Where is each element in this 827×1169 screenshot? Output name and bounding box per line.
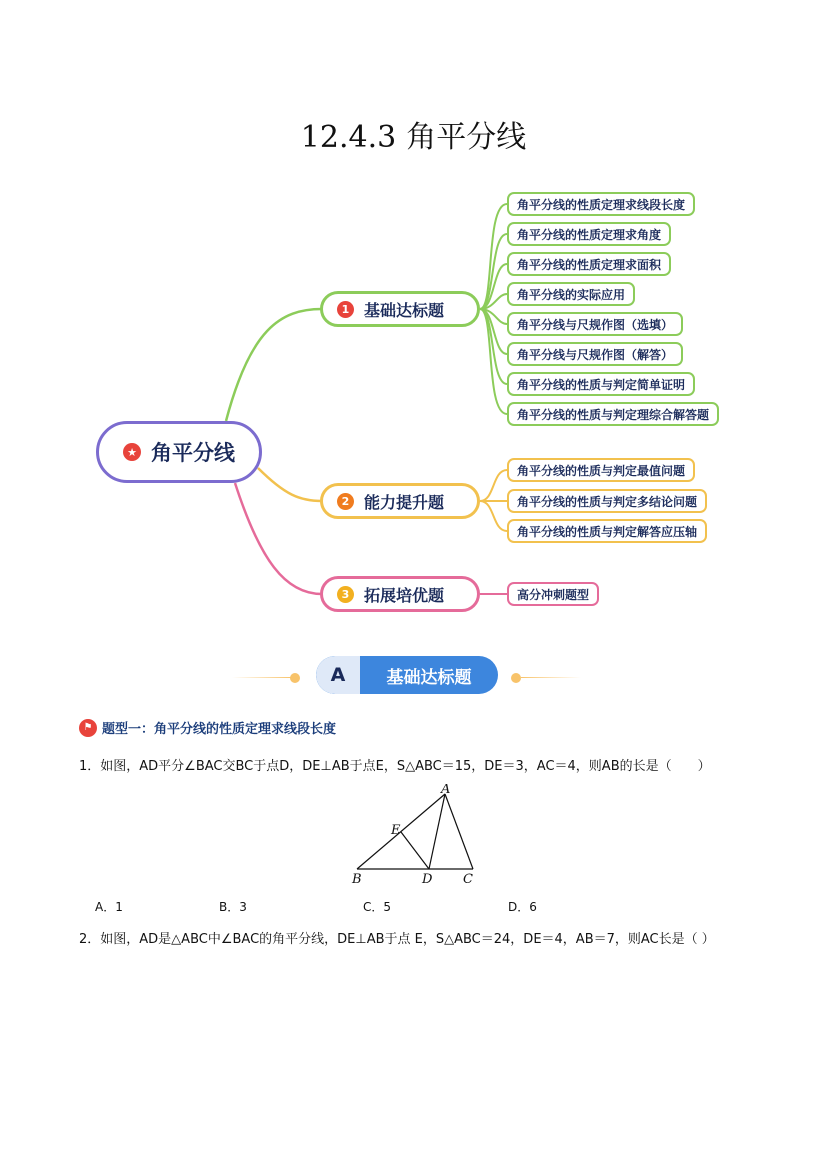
label-b: B bbox=[352, 872, 362, 887]
label-d: D bbox=[422, 872, 433, 887]
option-c[interactable]: C．5 bbox=[363, 900, 392, 914]
question-type-heading bbox=[79, 718, 336, 737]
mindmap-connectors bbox=[0, 180, 827, 620]
decor-dot-left bbox=[290, 673, 300, 683]
decor-line-left bbox=[232, 677, 292, 678]
connector-root-b1 bbox=[226, 309, 322, 421]
mindmap-root bbox=[96, 421, 262, 483]
leaf-topic: 角平分线的性质定理求面积 bbox=[507, 252, 671, 276]
question-type-label: 题型一：角平分线的性质定理求线段长度 bbox=[102, 722, 337, 737]
branch-number-1: 1 bbox=[337, 301, 354, 318]
branch-extension bbox=[320, 576, 480, 612]
leaf-topic: 高分冲刺题型 bbox=[507, 582, 599, 606]
leaf-topic: 角平分线的性质与判定解答应压轴 bbox=[507, 519, 707, 543]
question-2: 2．如图，AD是△ABC中∠BAC的角平分线，DE⊥AB于点 E，S△ABC＝24，DE＝4，AB＝7，则AC长是（ ） bbox=[79, 932, 715, 947]
section-letter: A bbox=[316, 656, 360, 694]
leaf-topic: 角平分线的性质与判定简单证明 bbox=[507, 372, 695, 396]
star-badge-icon: ★ bbox=[123, 443, 141, 461]
leaf-topic: 角平分线的性质定理求角度 bbox=[507, 222, 671, 246]
branch-label: 基础达标题 bbox=[364, 300, 445, 320]
flag-icon: ⚑ bbox=[79, 719, 97, 737]
section-header bbox=[316, 656, 498, 694]
branch-number-3: 3 bbox=[337, 586, 354, 603]
label-e: E bbox=[391, 823, 401, 838]
option-a[interactable]: A．1 bbox=[95, 900, 123, 914]
branch-number-2: 2 bbox=[337, 493, 354, 510]
option-b[interactable]: B．3 bbox=[219, 900, 247, 914]
connector-root-b2 bbox=[258, 468, 322, 501]
branch-label: 拓展培优题 bbox=[364, 585, 445, 605]
leaf-topic: 角平分线的性质定理求线段长度 bbox=[507, 192, 695, 216]
leaf-topic: 角平分线的性质与判定最值问题 bbox=[507, 458, 695, 482]
decor-dot-right bbox=[511, 673, 521, 683]
segment-de bbox=[401, 832, 429, 869]
branch-ability bbox=[320, 483, 480, 519]
title-number: 12.4.3 bbox=[300, 120, 397, 155]
leaf-topic: 角平分线的实际应用 bbox=[507, 282, 635, 306]
leaf-topic: 角平分线与尺规作图（解答） bbox=[507, 342, 683, 366]
mindmap-root-label: 角平分线 bbox=[151, 441, 235, 465]
option-d[interactable]: D．6 bbox=[508, 900, 537, 914]
leaf-topic: 角平分线与尺规作图（选填） bbox=[507, 312, 683, 336]
leaf-topic: 角平分线的性质与判定理综合解答题 bbox=[507, 402, 719, 426]
title-text: 角平分线 bbox=[406, 120, 527, 155]
branch-label: 能力提升题 bbox=[364, 492, 445, 512]
leaf-topic: 角平分线的性质与判定多结论问题 bbox=[507, 489, 707, 513]
question-1: 1．如图，AD平分∠BAC交BC于点D，DE⊥AB于点E，S△ABC＝15，DE＝3，AC＝4，则AB的长是（ ） bbox=[79, 759, 711, 774]
label-c: C bbox=[463, 872, 473, 887]
decor-line-right bbox=[521, 677, 581, 678]
triangle-figure bbox=[340, 784, 500, 889]
section-title: 基础达标题 bbox=[386, 667, 472, 688]
page-title bbox=[0, 112, 827, 156]
segment-ac bbox=[445, 794, 473, 869]
label-a: A bbox=[441, 784, 451, 797]
branch-basic bbox=[320, 291, 480, 327]
